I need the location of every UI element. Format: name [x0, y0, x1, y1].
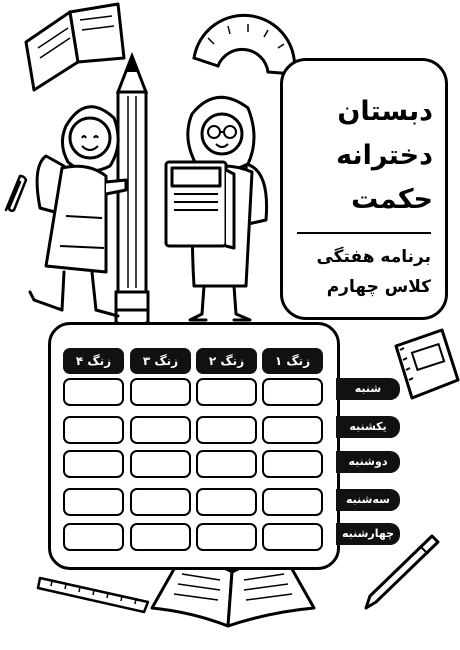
- notebook-icon: [392, 326, 460, 402]
- timetable-cell[interactable]: [130, 523, 191, 551]
- bell-header-2: زنگ ۲: [196, 348, 257, 374]
- timetable-cell[interactable]: [63, 378, 124, 406]
- weekly-timetable: [48, 322, 340, 570]
- school-title-panel: [280, 58, 448, 320]
- timetable-cell[interactable]: [130, 416, 191, 444]
- timetable-cell[interactable]: [130, 450, 191, 478]
- timetable-cell[interactable]: [63, 450, 124, 478]
- school-title-line-3: حکمت: [351, 184, 433, 215]
- bell-header-3: زنگ ۳: [130, 348, 191, 374]
- timetable-cell[interactable]: [130, 378, 191, 406]
- timetable-cell[interactable]: [262, 378, 323, 406]
- day-label-tuesday: سه‌شنبه: [336, 489, 400, 511]
- schedule-subtitle: برنامه هفتگی: [316, 247, 431, 267]
- timetable-cell[interactable]: [262, 488, 323, 516]
- timetable-cell[interactable]: [196, 450, 257, 478]
- day-label-sunday: یکشنبه: [336, 416, 400, 438]
- day-label-monday: دوشنبه: [336, 451, 400, 473]
- timetable-cell[interactable]: [262, 523, 323, 551]
- timetable-cell[interactable]: [130, 488, 191, 516]
- day-label-saturday: شنبه: [336, 378, 400, 400]
- day-label-wednesday: چهارشنبه: [336, 523, 400, 545]
- timetable-cell[interactable]: [196, 378, 257, 406]
- school-title-line-1: دبستان: [337, 96, 433, 127]
- paperclip-icon: [0, 170, 28, 216]
- school-title-line-2: دخترانه: [336, 140, 433, 171]
- girl-icon: [160, 90, 276, 326]
- timetable-cell[interactable]: [63, 523, 124, 551]
- class-label: کلاس چهارم: [326, 277, 431, 297]
- bell-header-1: زنگ ۱: [262, 348, 323, 374]
- title-divider: [297, 232, 431, 234]
- timetable-cell[interactable]: [196, 523, 257, 551]
- bell-header-4: زنگ ۴: [63, 348, 124, 374]
- girl-icon: [26, 96, 136, 324]
- ruler-icon: [38, 566, 152, 614]
- timetable-cell[interactable]: [262, 450, 323, 478]
- timetable-cell[interactable]: [63, 416, 124, 444]
- timetable-cell[interactable]: [262, 416, 323, 444]
- timetable-cell[interactable]: [196, 488, 257, 516]
- timetable-cell[interactable]: [196, 416, 257, 444]
- timetable-cell[interactable]: [63, 488, 124, 516]
